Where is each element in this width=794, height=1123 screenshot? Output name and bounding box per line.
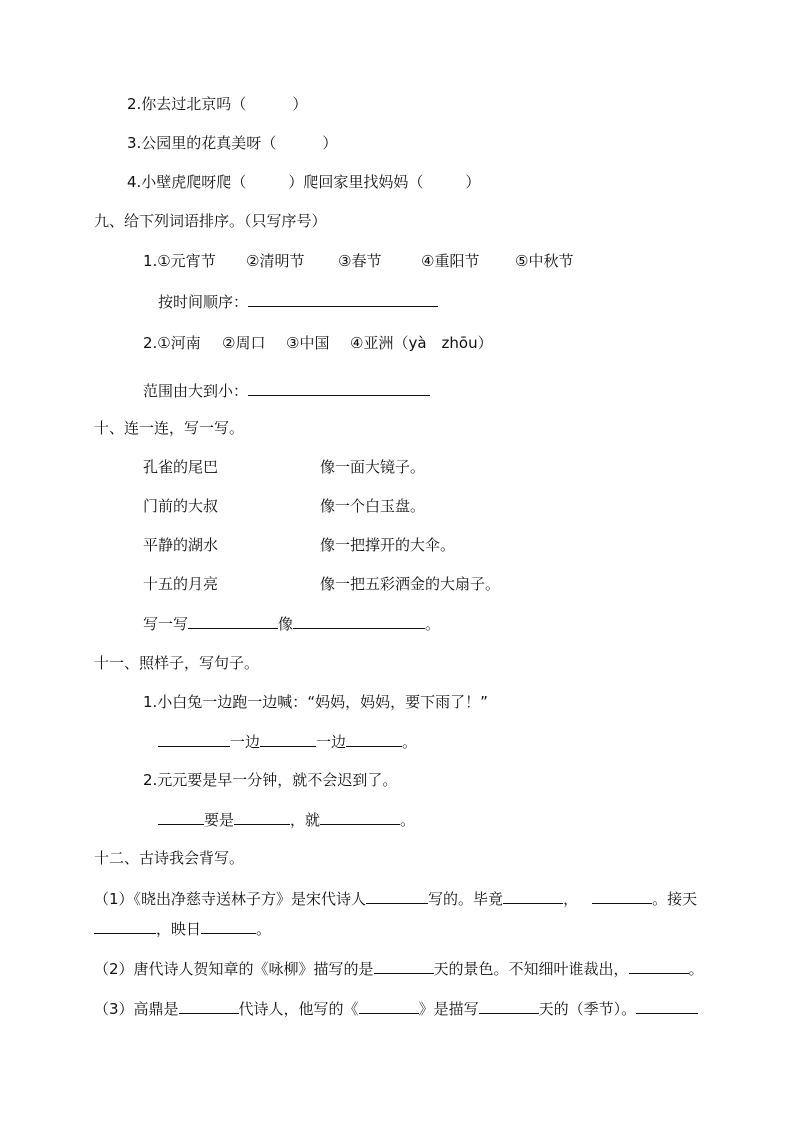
question-11-2-answer: 要是 ，就 。 — [158, 809, 415, 830]
question-9-1-options — [143, 251, 573, 271]
option: ④亚洲（yà zhōu） — [350, 334, 493, 352]
match-right-item: 像一把五彩洒金的大扇子。 — [320, 575, 501, 593]
section-9-title: 九、给下列词语排序。（只写序号） — [94, 212, 327, 230]
poem-question-1: （1）《晓出净慈寺送林子方》是宋代诗人 写的。毕竟 ， 。接天 — [94, 890, 698, 908]
poem-question-3: （3）高鼎是 代诗人，他写的《 》是描写 天的（季节）。 — [94, 998, 698, 1019]
question-9-2-answer: 范围由大到小： — [143, 380, 430, 401]
match-left-item: 十五的月亮 — [143, 575, 219, 593]
match-right-item: 像一把撑开的大伞。 — [320, 536, 456, 554]
answer-blank[interactable] — [260, 731, 316, 747]
match-left-item: 平静的湖水 — [143, 536, 219, 554]
option: 1.①元宵节 — [143, 252, 216, 270]
write-sentence: 写一写 像 。 — [143, 615, 441, 633]
option: ⑤中秋节 — [515, 252, 574, 270]
question-11-1-answer: 一边 一边 。 — [158, 731, 417, 752]
answer-blank[interactable] — [158, 731, 230, 747]
answer-blank[interactable] — [188, 613, 278, 629]
match-left-item: 门前的大叔 — [143, 497, 219, 515]
answer-blank[interactable] — [234, 809, 290, 825]
answer-blank[interactable] — [636, 998, 698, 1014]
answer-blank[interactable] — [179, 998, 239, 1014]
section-10-title: 十、连一连，写一写。 — [94, 419, 245, 437]
answer-blank[interactable] — [479, 998, 539, 1014]
answer-blank[interactable] — [293, 613, 425, 629]
match-right-item: 像一面大镜子。 — [320, 458, 426, 476]
question-8-3: 3.公园里的花真美呀（ ） — [127, 134, 338, 152]
option: 2.①河南 — [143, 334, 201, 352]
answer-blank[interactable] — [592, 888, 652, 904]
option: ④重阳节 — [421, 252, 480, 270]
answer-blank[interactable] — [201, 918, 256, 934]
question-11-1: 1.小白兔一边跑一边喊：“妈妈，妈妈，要下雨了！” — [143, 693, 488, 711]
answer-blank[interactable] — [366, 888, 428, 904]
option: ③春节 — [338, 252, 382, 270]
question-9-1-answer: 按时间顺序： — [158, 291, 438, 312]
answer-blank[interactable] — [359, 998, 419, 1014]
answer-blank[interactable] — [374, 958, 434, 974]
question-8-4: 4.小壁虎爬呀爬（ ）爬回家里找妈妈（ ） — [127, 173, 481, 191]
answer-blank[interactable] — [346, 731, 402, 747]
answer-blank[interactable] — [320, 809, 400, 825]
match-right-item: 像一个白玉盘。 — [320, 497, 426, 515]
question-9-2-options — [143, 333, 493, 353]
answer-blank[interactable] — [94, 918, 156, 934]
poem-question-1-cont: ，映日 。 — [94, 918, 271, 939]
question-8-2: 2.你去过北京吗（ ） — [127, 95, 308, 113]
section-11-title: 十一、照样子，写句子。 — [94, 654, 260, 672]
option: ③中国 — [286, 334, 330, 352]
answer-blank[interactable] — [629, 958, 689, 974]
section-12-title: 十二、古诗我会背写。 — [94, 849, 245, 867]
poem-question-2: （2）唐代诗人贺知章的《咏柳》描写的是 天的景色。不知细叶谁裁出， 。 — [94, 960, 704, 978]
question-11-2: 2.元元要是早一分钟，就不会迟到了。 — [143, 771, 398, 789]
option: ②清明节 — [246, 252, 305, 270]
match-left-item: 孔雀的尾巴 — [143, 458, 219, 476]
answer-blank[interactable] — [248, 291, 438, 307]
answer-blank[interactable] — [248, 380, 430, 396]
option: ②周口 — [222, 334, 266, 352]
answer-blank[interactable] — [158, 809, 204, 825]
answer-blank[interactable] — [503, 888, 563, 904]
